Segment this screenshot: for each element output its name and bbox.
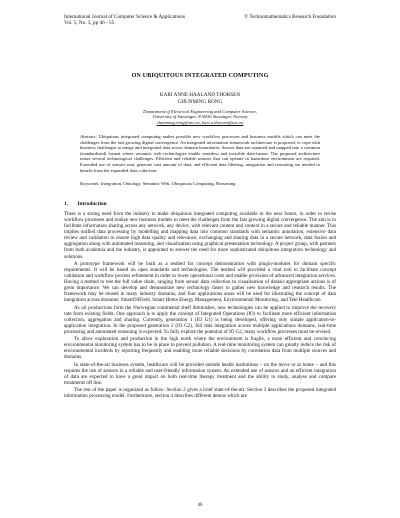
- abstract-label: Abstract:: [80, 134, 97, 139]
- paper-title: ON UBIQUITOUS INTEGRATED COMPUTING: [131, 72, 269, 79]
- keywords-text: Integration, Ontology, Semantic Web, Ubiquitous Computing, Reasoning: [100, 181, 236, 186]
- journal-volume: Vol. 5, No. 3, pp 46 - 55: [64, 20, 115, 27]
- author-name: KARI ANNE HAALAND THORSEN: [159, 92, 241, 98]
- author-name: CHUNMING RONG: [177, 98, 223, 105]
- paragraph: The rest of the paper is organized as follow: Section 2 gives a brief state-of-the-art. Section 3 describes the proposed integrated information processing model. Furthermore, section 4 describes different demos which are: [64, 387, 336, 400]
- abstract-text: Ubiquitous integrated computing makes possible new workflow processes and business models which can meet the challenges from the fast growing digital convergence. An integrated information framework architecture is proposed, to cope with business challenges to merge and integrated data across domain boundaries. Sensor data are captured and mapped into a common (standardized) format where semantic web technologies enable seamless and invisible data-fusion. The proposed architecture raises several technological challenges. Efficient and reliable sensors that can operate in hazardous environment are required. Extended use of sensors may generate vast amount of data, and efficient data filtering, integration and reasoning are needed to benefit from the expanded data collection.: [80, 134, 320, 173]
- section-heading: [64, 201, 107, 207]
- paragraph: In state-of-the-art business system, healthcare will be provided outside health institutions – on the move or at home – and this requires the use of sensors in a reliable and user-friendly information system. An extended use of sensors and an efficient integration of data are expected to have a great impact on both real-time therapy treatment and the ability to study, analyse and compare treatments off line.: [64, 361, 336, 386]
- paragraph: There is a strong need from the industry to make ubiquitous integrated computing available in the near future, in order to revise workflow processes and realize new business models to meet the challenges from the fast growing digital convergence. The aim is to facilitate information sharing across any network, any device, with relevant content and context in a secure and reliable manner. This implies unified data processing by modelling and mapping data into common standards with semantic annotation, extensive data review and validation to ensure high data quality and relevance, exchanging and sharing data in a secure network, data fusion and aggregation along with automated reasoning, and visualisation using graphical presentation technology. A project group, with partners from both academia and the industry, is appointed to answer the need for more sophisticated ubiquitous integration technology and solutions.: [64, 211, 336, 260]
- page-number: 46: [197, 503, 203, 508]
- author-emails[interactable]: chunming.rong@uis.no, kari.a.thorsen@uis.no: [156, 119, 244, 125]
- running-header-left: [64, 14, 185, 26]
- running-header-right: © Technomathematics Research Foundation: [244, 14, 336, 20]
- paragraph: As oil productions form the Norwegian continental shelf diminishes, new technologies can be applied to improve the recovery rate from existing fields. One approach is to apply the concept of Integrated Operations (IO) to facilitate more efficient information collection, aggregation and sharing. Currently, generation 1 (IO G1) is being developed, offering only simple application-to-application integration. In the proposed generation 2 (IO G2), full data integration across multiple applications domains, real-time processing and automated reasoning is expected. To fully explore the potential of IO G2, many workflow processes must be revised.: [64, 304, 336, 335]
- affiliation-university: University of Stavanger, N-4036 Stavanger, Norway: [152, 114, 248, 120]
- affiliation: [64, 109, 336, 125]
- keywords-label: Keywords:: [80, 181, 100, 186]
- abstract: [80, 134, 320, 173]
- paragraph: A prototype framework will be built as a testbed for concept demonstration with plugin-modules for domain specific requirements. It will be based on open standards and technologies. The testbed will provided a vital tool to facilitate concept validation and workflow process refinement in order to lower operational costs and enable provision of advanced integration services. Having a testbed to test the full value chain, ranging from sensor data collection to visualisation of datasis appropriate actions is of great importance. We can develop and demonstrate new technology faster to gather new knowledge and research results. The framework may be reused in many industry domains, and four applications areas will be used for illustrating the concept of data integration across domains: SmartOilField, Smart Home Energy Management, Environmental Monitoring, and Tele Healthcare.: [64, 260, 336, 304]
- section-number: 1.: [64, 201, 69, 207]
- section-title: Introduction: [77, 201, 107, 207]
- journal-name: International Journal of Computer Science & Applications: [64, 14, 186, 20]
- body-text: [64, 211, 336, 400]
- author-list: [64, 92, 336, 105]
- paragraph: To allow exploration and production in the high north where the environment is fragile, a more efficient and convincing environmental monitoring system has to be in place to prevent pollution. A real-time monitoring system can greatly reduce the risk of environmental incidents by reporting frequently and enabling more reliable decisions by correlation data from multiple sources and domains.: [64, 336, 336, 361]
- affiliation-department: Department of Electrical Engineering and Computer Science,: [143, 109, 257, 114]
- keywords: [80, 181, 320, 187]
